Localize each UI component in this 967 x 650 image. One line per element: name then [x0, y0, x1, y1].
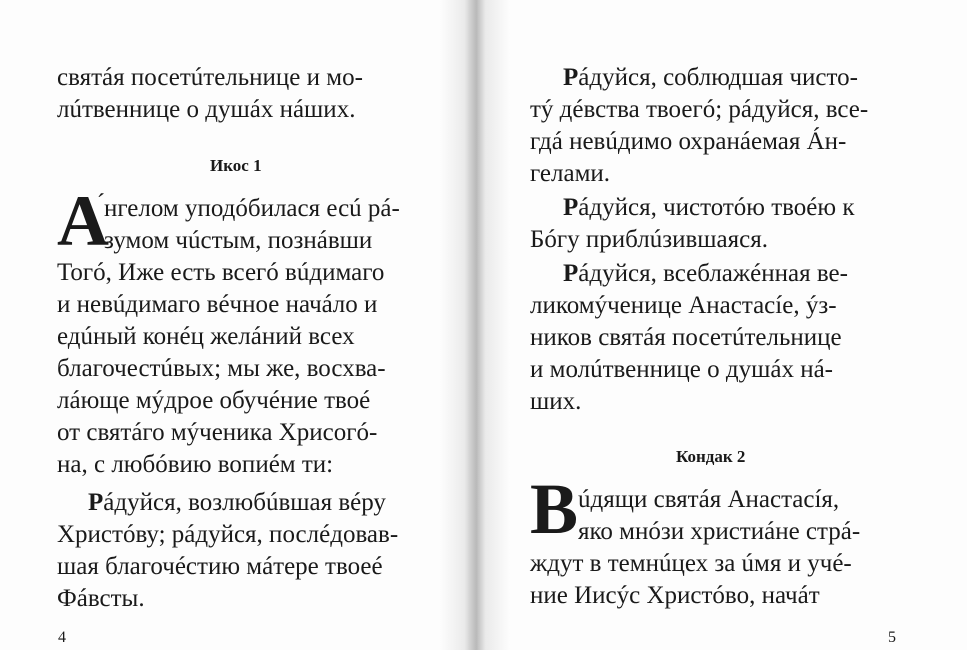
text-line: лúтвеннице о душáх нáших.: [57, 96, 356, 123]
text-line: святáя посетúтельнице и мо-: [57, 64, 363, 91]
text-line: úдящи святáя Анастасíя,: [578, 486, 840, 513]
text-line: едúный конéц желáний всех: [57, 323, 355, 350]
text-span: я: [578, 518, 590, 545]
text-line: шая благочéстию мáтере твоеé: [57, 553, 383, 580]
text-span: ко мнóзи христиáне стрá-: [589, 518, 861, 545]
text-span: áдуйся, возлюбúвшая вéру: [103, 489, 386, 516]
text-line: ждут в темнúцех за úмя и учé-: [530, 550, 852, 577]
drop-cap: А: [57, 181, 109, 261]
text-line: ликомýченице Анастасíе, ýз-: [530, 292, 837, 319]
text-line: ших.: [530, 388, 582, 415]
text-line: ́нгелом уподóбилася есú рá-: [104, 195, 400, 222]
text-line: и молúтвеннице о душáх нá-: [530, 356, 834, 383]
text-line: и невúдимаго вéчное начáло и: [57, 291, 378, 318]
section-heading-kondak: Кондак 2: [676, 447, 746, 466]
text-line: тý дéвства твоегó; рáдуйся, все-: [530, 96, 869, 123]
page-number: 5: [888, 629, 896, 646]
rejoice-initial: Р: [563, 194, 579, 221]
drop-cap: В: [530, 469, 579, 549]
text-span: áдуйся, чистотóю твоéю к: [578, 194, 855, 221]
text-line: гелами.: [530, 160, 611, 187]
page-number: 4: [58, 629, 66, 646]
text-line: благочестúвых; мы же, восхва-: [57, 355, 386, 382]
text-line: Тогó, Иже есть всегó вúдимаго: [57, 259, 385, 286]
section-heading-ikos: Икос 1: [210, 156, 262, 175]
rejoice-initial: Р: [563, 64, 579, 91]
text-line: ние Иисýс Христóво, начáт: [530, 582, 820, 609]
book-gutter: [440, 0, 510, 650]
text-line: гдá невúдимо охранáемая Áн-: [530, 128, 847, 155]
text-span: áдуйся, соблюдшая чисто-: [578, 64, 858, 91]
text-line: Христóву; рáдуйся, послéдовав-: [57, 521, 399, 548]
text-line: ников святáя посетúтельнице: [530, 324, 842, 351]
rejoice-initial: Р: [88, 489, 104, 516]
text-line: от святáго мýченика Хрисогó-: [57, 419, 378, 446]
text-line: Бóгу приблúзившаяся.: [530, 226, 768, 253]
text-line: [578, 516, 860, 548]
text-line: лáюще мýдрое обучéние твоé: [57, 387, 371, 414]
text-line: [88, 487, 386, 519]
text-line: зумом чúстым, познáвши: [104, 227, 373, 254]
text-line: [563, 192, 854, 224]
text-line: Фáвсты.: [57, 585, 145, 612]
text-span: áдуйся, всеблажéнная ве-: [578, 260, 848, 287]
text-line: на, с любóвию вопиéм ти:: [57, 451, 334, 478]
rejoice-initial: Р: [563, 260, 579, 287]
text-line: [563, 62, 858, 94]
text-line: [563, 258, 848, 290]
